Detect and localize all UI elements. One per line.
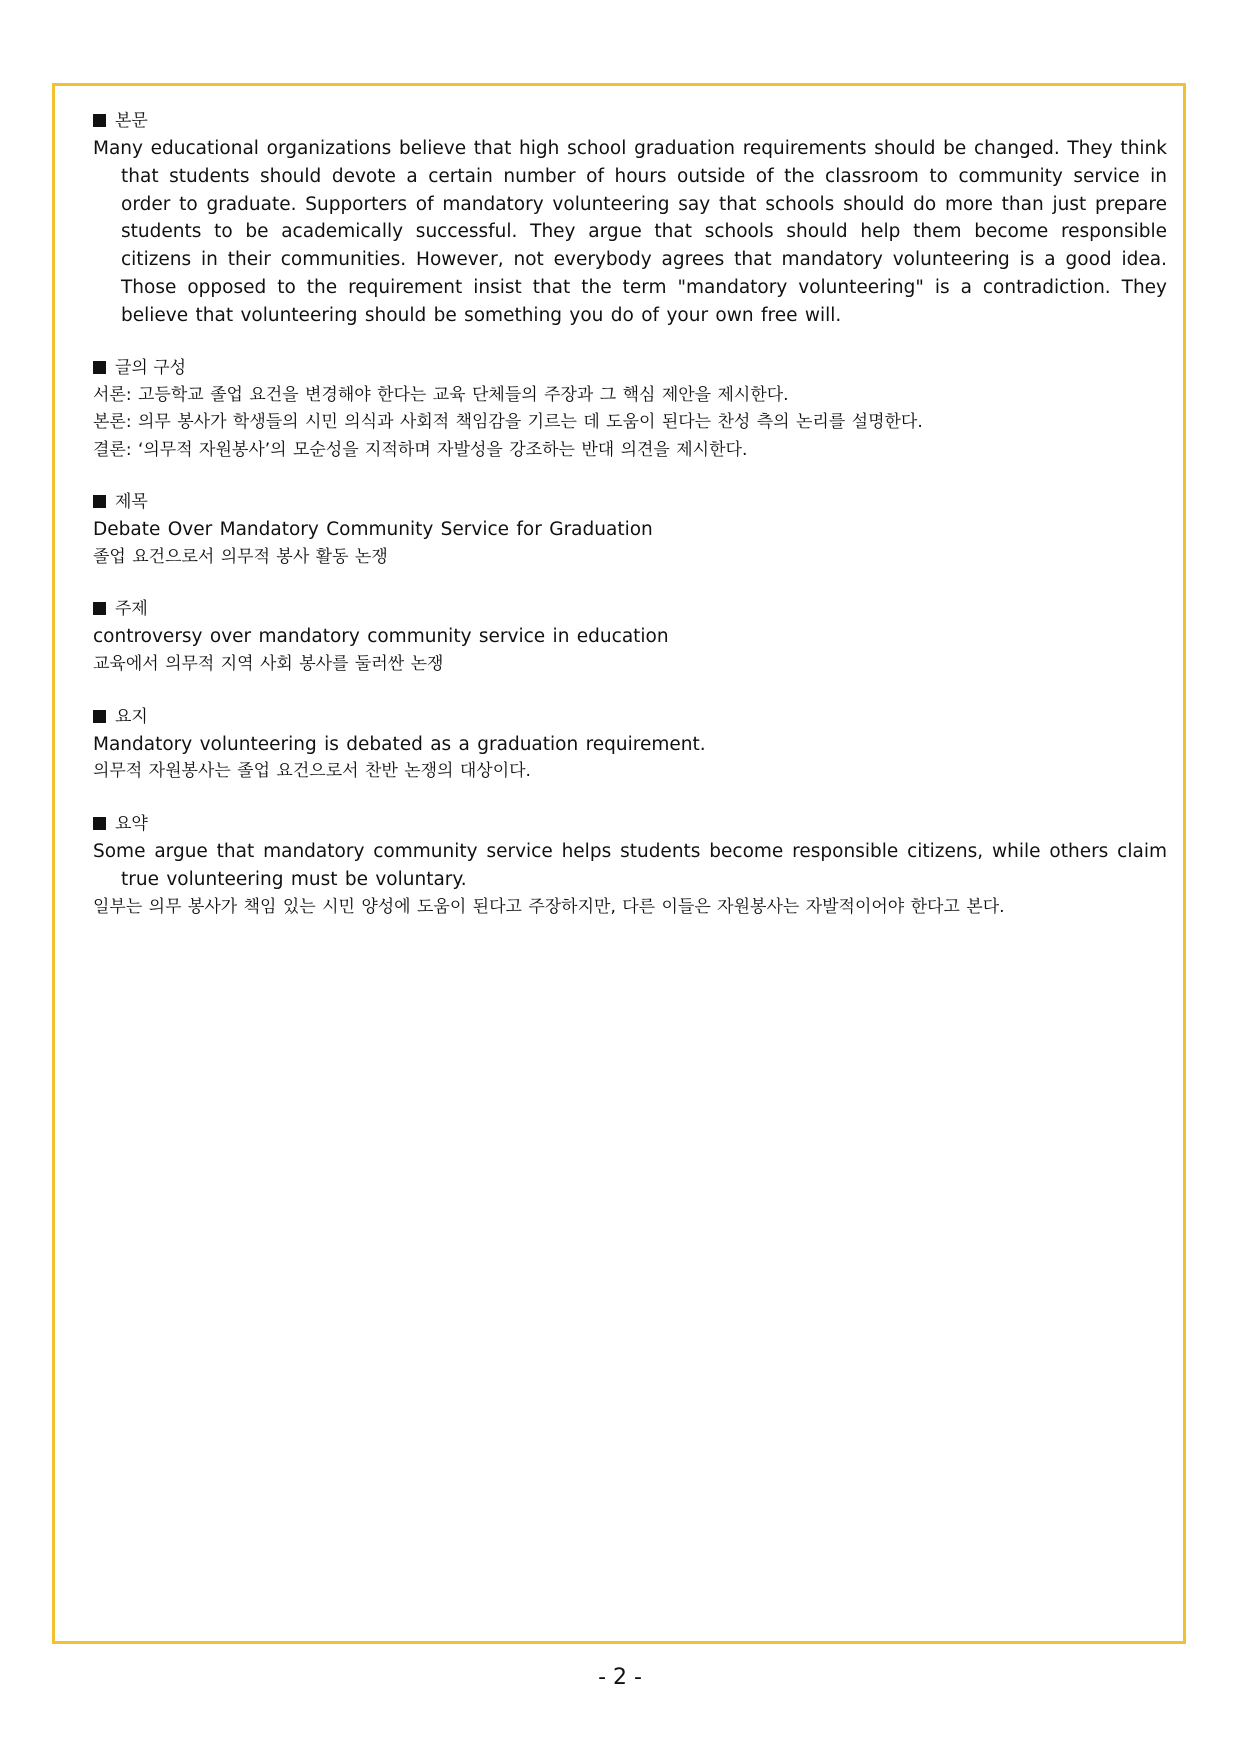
section-heading — [93, 489, 1167, 516]
section-heading — [93, 596, 1167, 623]
body-paragraph: Many educational organizations believe that high school graduation requirements should be changed. They think that students should devote a certain number of hours outside of the classroom to community service in order to graduate. Supporters of mandatory volunteering say that schools should do more than just prepare students to be academically successful. They argue that schools should help them become responsible citizens in their communities. However, not everybody agrees that mandatory volunteering is a good idea. Those opposed to the requirement insist that the term "mandatory volunteering" is a contradiction. They believe that volunteering should be something you do of your own free will. — [93, 138, 1167, 326]
square-bullet-icon — [93, 602, 106, 615]
structure-conclusion: 결론: ‘의무적 자원봉사’의 모순성을 지적하며 자발성을 강조하는 반대 의견을 제시한다. — [93, 439, 748, 460]
topic-korean: 교육에서 의무적 지역 사회 봉사를 둘러싼 논쟁 — [93, 654, 444, 675]
page-number: - 2 - — [598, 1665, 642, 1690]
section-heading-label: 제목 — [115, 492, 148, 513]
gist-korean: 의무적 자원봉사는 졸업 요건으로서 찬반 논쟁의 대상이다. — [93, 761, 531, 782]
section-heading — [93, 355, 1167, 382]
section-heading — [93, 704, 1167, 731]
section-heading — [93, 108, 1167, 135]
square-bullet-icon — [93, 710, 106, 723]
section-gist — [93, 704, 1167, 786]
section-body — [93, 108, 1167, 330]
square-bullet-icon — [93, 114, 106, 127]
square-bullet-icon — [93, 817, 106, 830]
section-heading-label: 요약 — [115, 813, 148, 834]
gist-english: Mandatory volunteering is debated as a graduation requirement. — [93, 733, 706, 755]
section-heading — [93, 811, 1167, 838]
section-heading-label: 본문 — [115, 111, 148, 131]
section-heading-label: 글의 구성 — [115, 357, 187, 378]
section-heading-label: 요지 — [115, 706, 148, 727]
section-structure — [93, 355, 1167, 465]
document-content — [93, 108, 1167, 946]
section-summary — [93, 811, 1167, 921]
title-korean: 졸업 요건으로서 의무적 봉사 활동 논쟁 — [93, 546, 388, 567]
structure-intro: 서론: 고등학교 졸업 요건을 변경해야 한다는 교육 단체들의 주장과 그 핵심 제안을 제시한다. — [93, 384, 789, 405]
summary-korean: 일부는 의무 봉사가 책임 있는 시민 양성에 도움이 된다고 주장하지만, 다른 이들은 자원봉사는 자발적이어야 한다고 본다. — [93, 896, 1005, 917]
topic-english: controversy over mandatory community service in education — [93, 626, 669, 648]
square-bullet-icon — [93, 361, 106, 374]
square-bullet-icon — [93, 495, 106, 508]
title-english: Debate Over Mandatory Community Service for Graduation — [93, 519, 653, 541]
section-title — [93, 489, 1167, 571]
section-heading-label: 주제 — [115, 599, 148, 620]
structure-body: 본론: 의무 봉사가 학생들의 시민 의식과 사회적 책임감을 기르는 데 도움이 된다는 찬성 측의 논리를 설명한다. — [93, 412, 923, 433]
summary-english: Some argue that mandatory community service helps students become responsible citizens, while others claim true volunteering must be voluntary. — [93, 840, 1167, 890]
section-topic — [93, 596, 1167, 678]
